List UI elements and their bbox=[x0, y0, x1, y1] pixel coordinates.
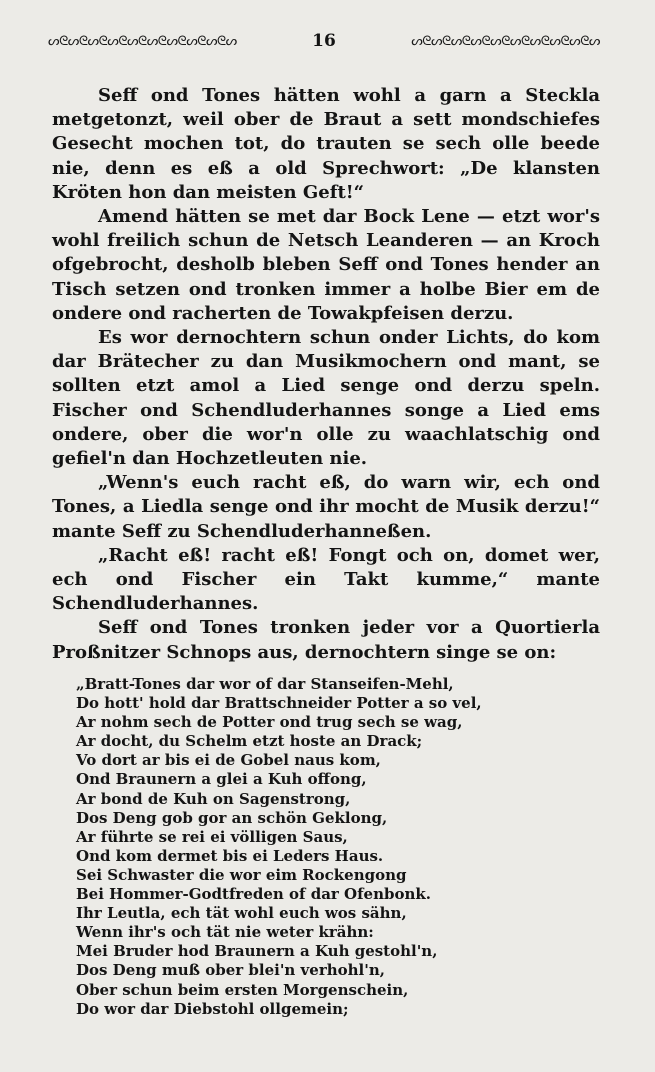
verse-line: Ond kom dermet bis ei Leders Haus. bbox=[76, 846, 384, 865]
verse-line: Ober schun beim ersten Morgenschein, bbox=[76, 980, 409, 999]
header-ornament-left: ᔕᘓᔕᘓᔕᘓᔕᘓᔕᘓᔕᘓᔕᘓᔕᘓᔕᘓᔕ bbox=[48, 33, 237, 49]
verse-line: Sei Schwaster die wor eim Rockengong bbox=[76, 865, 407, 884]
verse-line: Do wor dar Diebstohl ollgemein; bbox=[76, 999, 349, 1018]
header-ornament-right: ᔕᘓᔕᘓᔕᘓᔕᘓᔕᘓᔕᘓᔕᘓᔕᘓᔕᘓᔕ bbox=[411, 33, 600, 49]
verse-line: Vo dort ar bis ei de Gobel naus kom, bbox=[76, 751, 381, 770]
paragraph: Amend hätten se met dar Bock Lene — etzt wor's wohl freilich schun de Netsch Leanderen — an Kroch ofgebrocht, desholb bleben Seff ond Tones hender an Tisch setzen ond tronken immer a holbe Bier em de ondere ond racherten de Towakpfeisen derzu. bbox=[52, 206, 600, 324]
verse-line: Ar bond de Kuh on Sagenstrong, bbox=[76, 789, 351, 808]
paragraph: Es wor dernochtern schun onder Lichts, do kom dar Brätecher zu dan Musikmochern ond mant, se sollten etzt amol a Lied senge ond derzu speln. Fischer ond Schendluderhannes songe a Lied ems ondere, ober die wor'n olle zu waachlatschig ond gefiel'n dan Hochzetleuten nie. bbox=[52, 327, 600, 470]
verse-line: Ar führte se rei ei völligen Saus, bbox=[76, 827, 348, 846]
paragraph: Seff ond Tones tronken jeder vor a Quortierla Proßnitzer Schnops aus, dernochtern singe se on: bbox=[52, 617, 600, 663]
paragraph: Seff ond Tones hätten wohl a garn a Steckla metgetonzt, weil ober de Braut a sett mondschiefes Gesecht mochen tot, do trauten se sech olle beede nie, denn es eß a old Sprechwort: „De klansten Kröten hon dan meisten Geft!“ bbox=[52, 85, 600, 203]
verse-line: Dos Deng gob gor an schön Geklong, bbox=[76, 808, 388, 827]
verse-line: Ihr Leutla, ech tät wohl euch wos sähn, bbox=[76, 904, 407, 923]
verse-line: Mei Bruder hod Braunern a Kuh gestohl'n, bbox=[76, 942, 438, 961]
prose-body bbox=[52, 84, 600, 665]
verse-line: Dos Deng muß ober blei'n verhohl'n, bbox=[76, 961, 385, 980]
song-verse bbox=[76, 675, 596, 1019]
verse-line: Ar docht, du Schelm etzt hoste an Drack; bbox=[76, 732, 423, 751]
verse-line: Ond Braunern a glei a Kuh offong, bbox=[76, 770, 367, 789]
verse-line: Do hott' hold dar Brattschneider Potter a so vel, bbox=[76, 694, 482, 713]
paragraph: „Wenn's euch racht eß, do warn wir, ech ond Tones, a Liedla senge ond ihr mocht de Musik derzu!“ mante Seff zu Schendluderhanneßen. bbox=[52, 472, 600, 542]
verse-line: „Bratt-Tones dar wor of dar Stanseifen-Mehl, bbox=[76, 675, 454, 693]
verse-line: Wenn ihr's och tät nie weter krähn: bbox=[76, 923, 374, 942]
paragraph: „Racht eß! racht eß! Fongt och on, domet wer, ech ond Fischer ein Takt kumme,“ mante Schendluderhannes. bbox=[52, 544, 600, 615]
page-number: 16 bbox=[312, 31, 336, 51]
verse-line: Ar nohm sech de Potter ond trug sech se wag, bbox=[76, 713, 463, 732]
page-header bbox=[48, 30, 600, 52]
verse-line: Bei Hommer-Godtfreden of dar Ofenbonk. bbox=[76, 885, 432, 904]
